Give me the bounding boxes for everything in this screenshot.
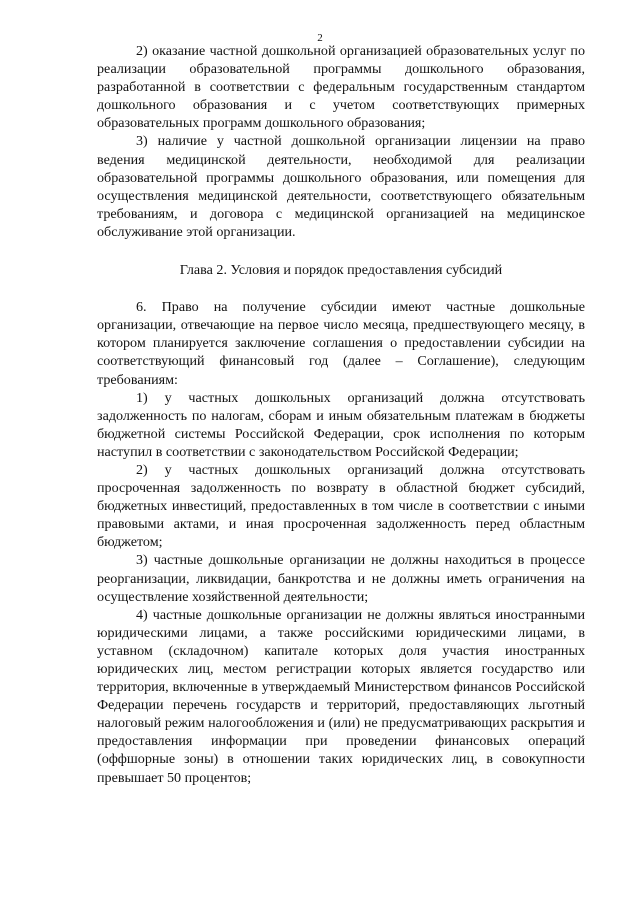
paragraph-requirement-3: 3) частные дошкольные организации не должны находиться в процессе реорганизации, ликвидации, банкротства и не должны иметь ограничения на осуществление хозяйственной деятельности;: [97, 552, 585, 605]
paragraph-item-2: 2) оказание частной дошкольной организацией образовательных услуг по реализации образовательной программы дошкольного образования, разработанной в соответствии с федеральным государственным стандартом дошкольного образования и с учетом соответствующих примерных образовательных программ дошкольного образования;: [97, 43, 585, 132]
paragraph-requirement-1: 1) у частных дошкольных организаций должна отсутствовать задолженность по налогам, сборам и иным обязательным платежам в бюджеты бюджетной системы Российской Федерации, срок исполнения по которым наступил в соответствии с законодательством Российской Федерации;: [97, 389, 585, 460]
page-number: 2: [317, 32, 323, 44]
paragraph-clause-6: 6. Право на получение субсидии имеют частные дошкольные организации, отвечающие на первое число месяца, предшествующего месяцу, в котором планируется заключение соглашения о предоставлении субсидии на соответствующий финансовый год (далее – Соглашение), следующим требованиям:: [97, 299, 585, 388]
paragraph-requirement-4: 4) частные дошкольные организации не должны являться иностранными юридическими лицами, а также российскими юридическими лицами, в уставном (складочном) капитале которых доля участия иностранных юридических лиц, местом регистрации которых является государство или территория, включенные в утверждаемый Министерством финансов Российской Федерации перечень государств и территорий, предоставляющих льготный налоговый режим налогообложения и (или) не предусматривающих раскрытия и предоставления информации при проведении финансовых операций (оффшорные зоны) в отношении таких юридических лиц, в совокупности превышает 50 процентов;: [97, 606, 585, 786]
document-body: [97, 42, 585, 787]
chapter-heading: Глава 2. Условия и порядок предоставления субсидий: [179, 262, 503, 279]
paragraph-item-3: 3) наличие у частной дошкольной организации лицензии на право ведения медицинской деятельности, необходимой для реализации образовательной программы дошкольного образования, или помещения для осуществления медицинской деятельности, соответствующего обязательным требованиям, и договора с медицинской организацией на медицинское обслуживание этой организации.: [97, 133, 585, 240]
paragraph-requirement-2: 2) у частных дошкольных организаций должна отсутствовать просроченная задолженность по возврату в областной бюджет субсидий, бюджетных инвестиций, предоставленных в том числе в соответствии с иными правовыми актами, и иная просроченная задолженность перед областным бюджетом;: [97, 461, 585, 551]
